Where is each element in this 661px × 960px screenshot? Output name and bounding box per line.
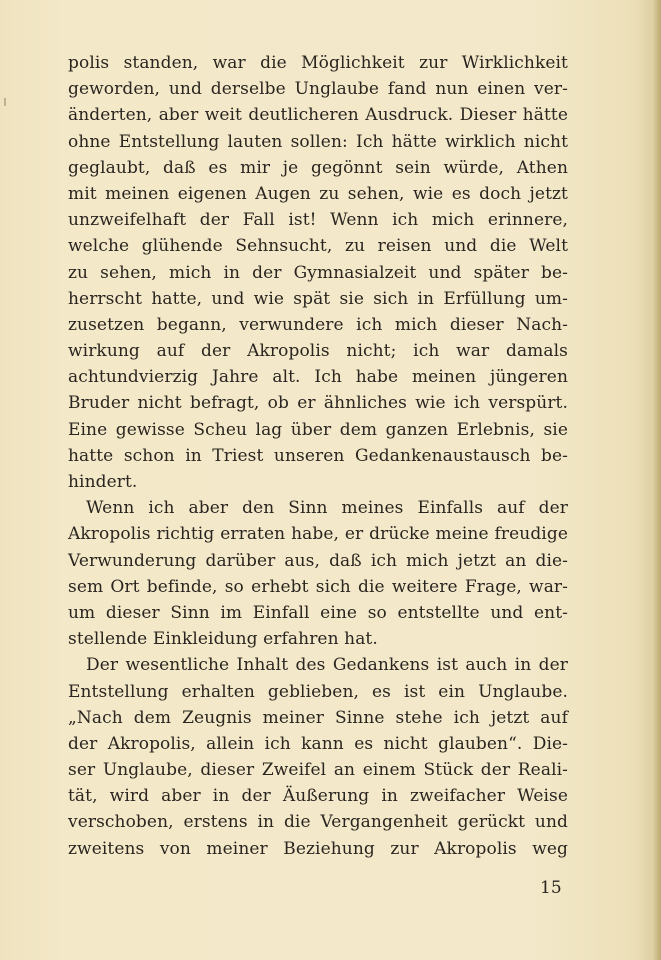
text-line: ohne Entstellung lauten sollen: Ich hätte wirklich nicht: [68, 131, 568, 152]
text-line: mit meinen eigenen Augen zu sehen, wie es doch jetzt: [68, 183, 568, 204]
text-line: wirkung auf der Akropolis nicht; ich war damals: [68, 341, 568, 362]
body-text: [68, 50, 568, 862]
paragraph-end-line: hindert.: [68, 472, 138, 492]
text-line: zu sehen, mich in der Gymnasialzeit und später be-: [68, 262, 568, 283]
text-line: unzweifelhaft der Fall ist! Wenn ich mich erinnere,: [68, 210, 568, 231]
text-line: verschoben, erstens in die Vergangenheit gerückt und: [68, 812, 568, 833]
text-line: ser Unglaube, dieser Zweifel an einem Stück der Reali-: [68, 760, 568, 781]
text-line: sem Ort befinde, so erhebt sich die weitere Frage, war-: [68, 576, 568, 597]
text-line: polis standen, war die Möglichkeit zur Wirklichkeit: [68, 53, 568, 73]
text-line: welche glühende Sehnsucht, zu reisen und die Welt: [68, 236, 568, 257]
text-line: Akropolis richtig erraten habe, er drücke meine freudige: [68, 524, 568, 545]
text-line: tät, wird aber in der Äußerung in zweifacher Weise: [68, 786, 568, 807]
margin-mark: [4, 98, 6, 106]
text-line: geglaubt, daß es mir je gegönnt sein würde, Athen: [68, 157, 568, 178]
text-line: Bruder nicht befragt, ob er ähnliches wie ich verspürt.: [68, 393, 568, 414]
paragraph-end-line: stellende Einkleidung erfahren hat.: [68, 629, 378, 650]
text-line: geworden, und derselbe Unglaube fand nun einen ver-: [68, 79, 568, 100]
text-line: Eine gewisse Scheu lag über dem ganzen Erlebnis, sie: [68, 419, 568, 440]
text-line: achtundvierzig Jahre alt. Ich habe meinen jüngeren: [68, 367, 568, 388]
text-line: „Nach dem Zeugnis meiner Sinne stehe ich jetzt auf: [68, 707, 568, 728]
text-line: Entstellung erhalten geblieben, es ist ein Unglaube.: [68, 681, 568, 702]
text-line: der Akropolis, allein ich kann es nicht glauben“. Die-: [68, 733, 568, 754]
page-number: 15: [540, 878, 562, 898]
text-line: zusetzen begann, verwundere ich mich dieser Nach-: [68, 314, 568, 335]
text-line: um dieser Sinn im Einfall eine so entstellte und ent-: [68, 602, 568, 623]
text-line: änderten, aber weit deutlicheren Ausdruck. Dieser hätte: [68, 105, 568, 126]
text-line: zweitens von meiner Beziehung zur Akropolis weg: [68, 838, 568, 859]
text-line: Verwunderung darüber aus, daß ich mich jetzt an die-: [68, 550, 568, 571]
paragraph-start-line: Wenn ich aber den Sinn meines Einfalls auf der: [86, 498, 568, 519]
text-line: hatte schon in Triest unseren Gedankenaustausch be-: [68, 445, 568, 466]
text-line: herrscht hatte, und wie spät sie sich in Erfüllung um-: [68, 288, 568, 309]
page-edge: [652, 0, 661, 960]
paragraph-start-line: Der wesentliche Inhalt des Gedankens ist auch in der: [86, 655, 568, 676]
